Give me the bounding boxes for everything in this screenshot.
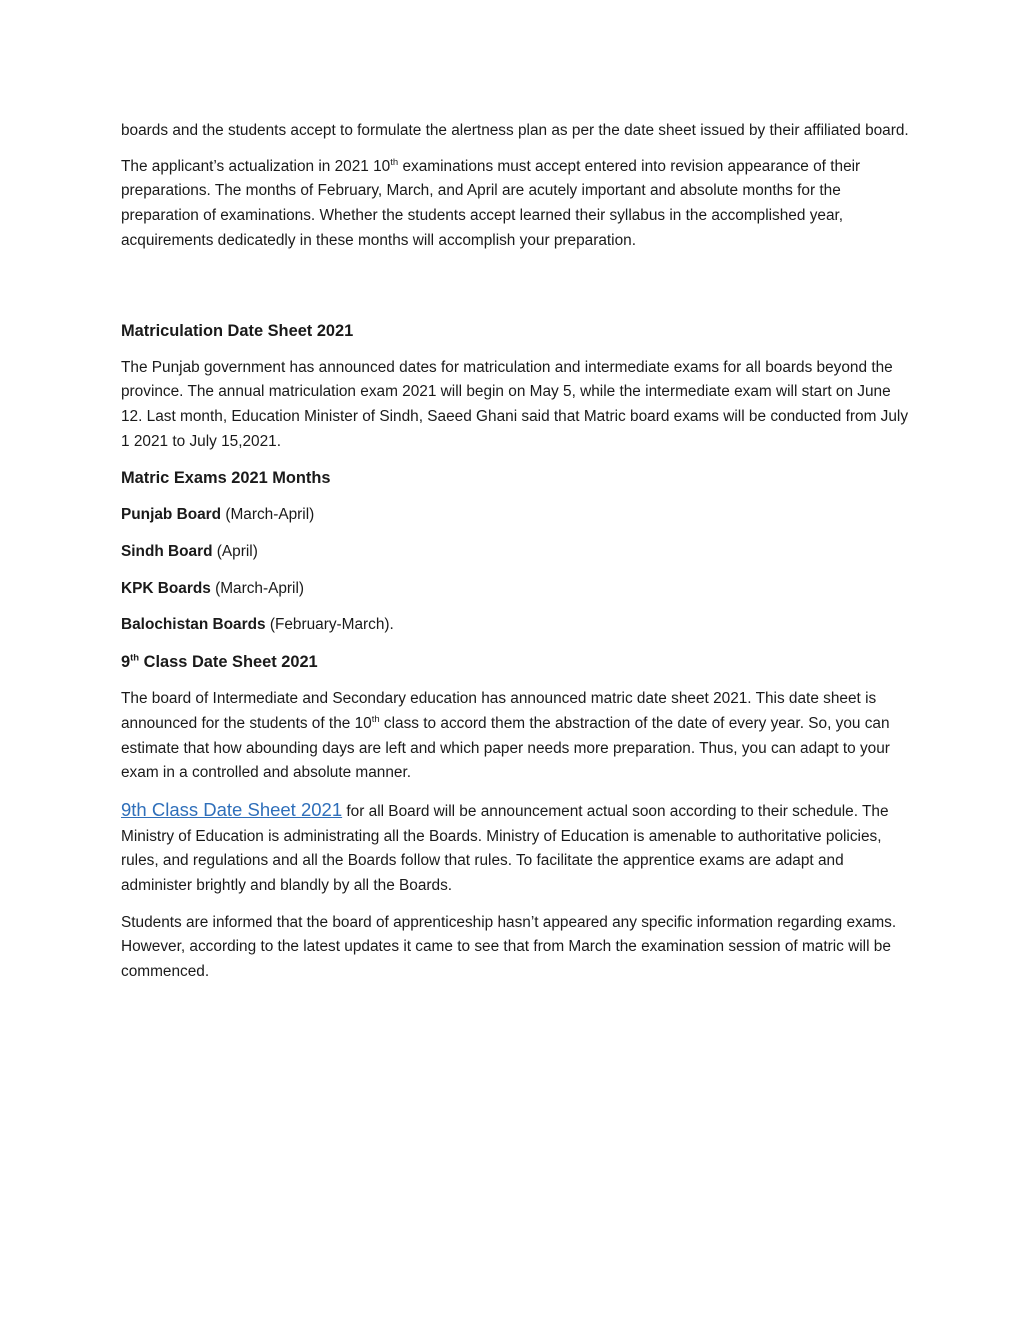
board-item-sindh	[121, 540, 911, 565]
document-page	[121, 119, 911, 996]
intro-paragraph-1: boards and the students accept to formulate the alertness plan as per the date sheet issued by their affiliated board.	[121, 122, 909, 139]
heading-number: 9	[121, 653, 131, 672]
board-months: (February-March).	[265, 616, 394, 634]
board-name: Balochistan Boards	[121, 616, 266, 634]
intro-p2-rest: examinations must accept entered into revision appearance of their preparations. The months of February, March, and April are acutely important and absolute months for the preparation of examinations. Whether the students accept learned their syllabus in the accomplished year, acquirements dedicatedly in these months will accomplish your preparation.	[121, 157, 861, 249]
board-item-punjab	[121, 503, 911, 528]
9th-class-date-sheet-link[interactable]: 9th Class Date Sheet 2021	[121, 798, 343, 820]
heading-text: Class Date Sheet 2021	[139, 653, 318, 672]
para-rest: class to accord them the abstraction of the date of every year. So, you can estimate that how abounding days are left and which paper needs more preparation. Thus, you can adapt to your exam in a controlled and absolute manner.	[121, 714, 890, 782]
board-months: (March-April)	[221, 506, 315, 524]
section-heading-matric-months: Matric Exams 2021 Months	[121, 469, 331, 488]
board-name: KPK Boards	[121, 579, 211, 597]
link-paragraph-rest: for all Board will be announcement actual soon according to their schedule. The Ministry of Education is administrating all the Boards. Ministry of Education is amenable to authoritative policies, rules, and regulations and all the Boards follow that rules. To facilitate the apprentice exams are adapt and administer brightly and blandly by all the Boards.	[121, 802, 889, 895]
board-months: (March-April)	[210, 579, 304, 597]
9th-class-paragraph	[121, 687, 911, 786]
section-heading-matriculation: Matriculation Date Sheet 2021	[121, 321, 354, 340]
link-paragraph	[121, 798, 911, 899]
superscript-th: th	[390, 156, 399, 168]
final-paragraph: Students are informed that the board of apprenticeship hasn’t appeared any specific information regarding exams. However, according to the latest updates it came to see that from March the examination session of matric will be commenced.	[121, 913, 897, 981]
board-months: (April)	[212, 543, 258, 561]
board-item-balochistan	[121, 613, 911, 638]
board-name: Sindh Board	[121, 543, 213, 561]
section-heading-9th-class	[121, 650, 911, 674]
matriculation-paragraph: The Punjab government has announced dates for matriculation and intermediate exams for all boards beyond the province. The annual matriculation exam 2021 will begin on May 5, while the intermediate exam will start on June 12. Last month, Education Minister of Sindh, Saeed Ghani said that Matric board exams will be conducted from July 1 2021 to July 15,2021.	[121, 358, 909, 450]
board-item-kpk	[121, 577, 911, 602]
intro-p2-start: The applicant’s actualization in 2021 10	[121, 157, 391, 175]
superscript-th: th	[371, 713, 380, 725]
superscript-th: th	[130, 652, 140, 664]
intro-paragraph-2	[121, 155, 911, 254]
para-start: The board of Intermediate and Secondary education has announced matric date sheet 2021. This date sheet is announced for the students of the 10	[121, 690, 877, 732]
board-name: Punjab Board	[121, 506, 222, 524]
